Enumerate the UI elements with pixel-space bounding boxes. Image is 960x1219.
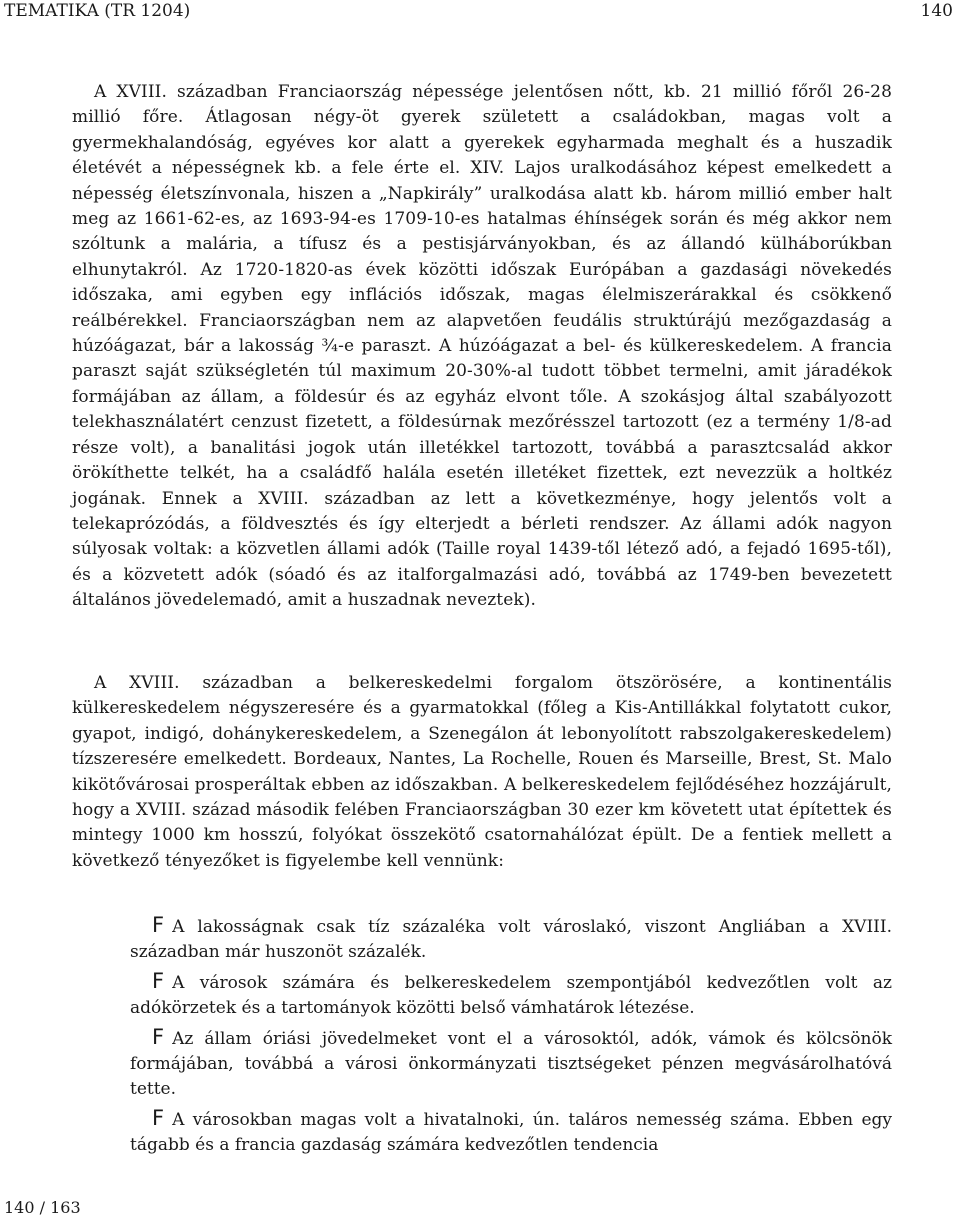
bullet-list [130,913,892,1162]
bullet-text: A lakosságnak csak tíz százaléka volt városlakó, viszont Angliában a XVIII. században már huszonöt százalék. [130,917,892,963]
bullet-mark-icon: F [152,968,165,993]
document-page-number: 140 [920,1,953,21]
bullet-mark-icon: F [152,913,165,937]
bullet-mark-icon: F [152,1024,165,1049]
bullet-item [130,1025,892,1103]
bullet-item [130,1106,892,1159]
bullet-item [130,913,892,966]
bullet-text: Az állam óriási jövedelmeket vont el a városoktól, adók, vámok és kölcsönök formájában, továbbá a városi önkormányzati tisztségeket pénzen megvásárolhatóvá tette. [130,1028,892,1100]
body-paragraph: A XVIII. században Franciaország népessége jelentősen nőtt, kb. 21 millió főről 26-28 millió főre. Átlagosan négy-öt gyerek született a családokban, magas volt a gyermekhalandóság, egyéves kor alatt a gyerekek egyharmada meghalt és a huszadik életévét a népességnek kb. a fele érte el. XIV. Lajos uralkodásához képest emelkedett a népesség életszínvonala, hiszen a „Napkirály” uralkodása alatt kb. három millió ember halt meg az 1661-62-es, az 1693-94-es 1709-10-es hatalmas éhínségek során és még akkor nem szóltunk a malária, a tífusz és a pestisjárványokban, és az állandó külháborúkban elhunytakról. Az 1720-1820-as évek közötti időszak Európában a gazdasági növekedés időszaka, ami egyben egy inflációs időszak, magas élelmiszerárakkal és csökkenő reálbérekkel. Franciaországban nem az alapvetően feudális struktúrájú mezőgazdaság a húzóágazat, bár a lakosság ¾-e paraszt. A húzóágazat a bel- és külkereskedelem. A francia paraszt saját szükségletén túl maximum 20-30%-al tudott többet termelni, amit járadékok formájában az állam, a földesúr és az egyház elvont tőle. A szokásjog által szabályozott telekhasználatért cenzust fizetett, a földesúrnak mezőrésszel tartozott (ez a termény 1/8-ad része volt), a banalitási jogok után illetékkel tartozott, továbbá a parasztcsalád akkor örökíthette telkét, ha a családfő halála esetén illetéket fizettek, ezt nevezzük a holtkéz jogának. Ennek a XVIII. században az lett a következménye, hogy jelentős volt a telekaprózódás, a földvesztés és így elterjedt a bérleti rendszer. Az állami adók nagyon súlyosak voltak: a közvetlen állami adók (Taille royal 1439-től létező adó, a fejadó 1695-től), és a közvetett adók (sóadó és az italforgalmazási adó, továbbá az 1749-ben bevezetett általános jövedelemadó, amit a huszadnak neveztek). [72,82,892,611]
body-paragraph: A XVIII. században a belkereskedelmi forgalom ötszörösére, a kontinentális külkereskedelem négyszeresére és a gyarmatokkal (főleg a Kis-Antillákkal folytatott cukor, gyapot, indigó, dohánykereskedelem, a Szenegálon át lebonyolított rabszolgakereskedelem) tízszeresére emelkedett. Bordeaux, Nantes, La Rochelle, Rouen és Marseille, Brest, St. Malo kikötővárosai prosperáltak ebben az időszakban. A belkereskedelem fejlődéséhez hozzájárult, hogy a XVIII. század második felében Franciaországban 30 ezer km követett utat építettek és mintegy 1000 km hosszú, folyókat összekötő csatornahálózat épült. De a fentiek mellett a következő tényezőket is figyelembe kell vennünk: [72,673,892,871]
bullet-mark-icon: F [152,1105,165,1130]
bullet-text: A városok számára és belkereskedelem szempontjából kedvezőtlen volt az adókörzetek és a tartományok közötti belső vámhatárok létezése. [130,972,892,1019]
page-indicator: 140 / 163 [4,1198,81,1217]
bullet-text: A városokban magas volt a hivatalnoki, ún. taláros nemesség száma. Ebben egy tágabb és a francia gazdaság számára kedvezőtlen tendencia [130,1109,892,1156]
document-header-title: TEMATIKA (TR 1204) [4,1,191,21]
bullet-item [130,969,892,1022]
